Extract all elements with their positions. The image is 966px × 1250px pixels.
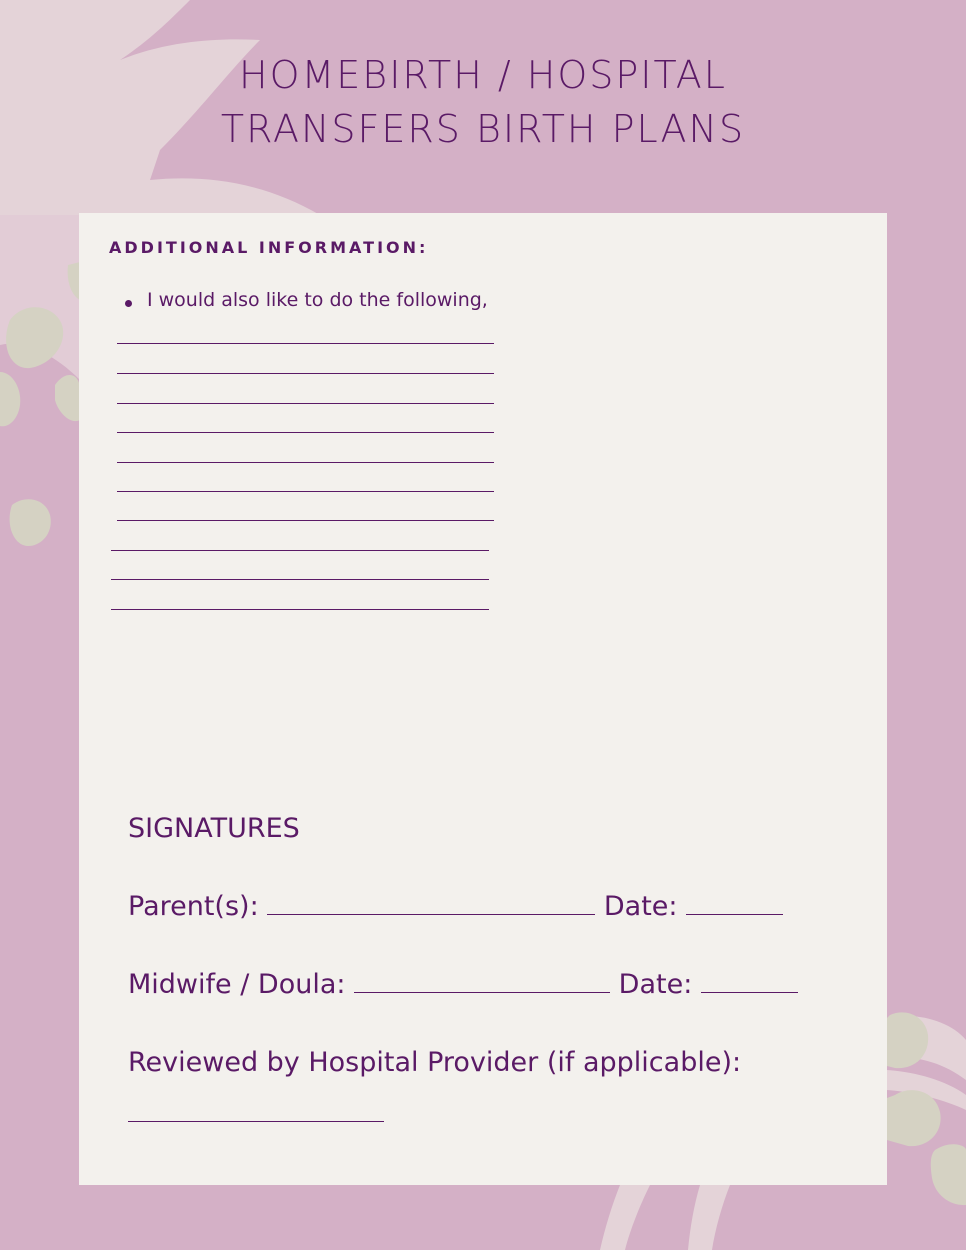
reviewed-row — [128, 1047, 741, 1078]
section-heading-additional-info: ADDITIONAL INFORMATION: — [109, 238, 429, 257]
dot-shape — [0, 372, 20, 426]
dot-shape — [10, 499, 51, 546]
date-label: Date: — [618, 969, 693, 1000]
write-in-line[interactable] — [117, 403, 494, 404]
parent-label: Parent(s): — [128, 891, 259, 922]
parent-signature-row — [128, 891, 783, 922]
write-in-line[interactable] — [117, 462, 494, 463]
midwife-label: Midwife / Doula: — [128, 969, 346, 1000]
midwife-date-field[interactable] — [701, 972, 798, 993]
list-item — [125, 289, 488, 311]
form-card — [79, 213, 887, 1185]
write-in-line[interactable] — [117, 491, 494, 492]
page-title — [0, 48, 966, 156]
dot-shape — [55, 375, 80, 421]
dot-shape — [931, 1144, 966, 1205]
parent-date-field[interactable] — [686, 894, 783, 915]
write-in-line[interactable] — [117, 373, 494, 374]
bullet-list — [125, 289, 488, 311]
reviewed-signature-field[interactable] — [128, 1101, 384, 1122]
leaf-stroke — [600, 1185, 650, 1250]
section-heading-signatures: SIGNATURES — [128, 813, 300, 844]
write-in-line[interactable] — [111, 609, 489, 610]
write-in-line[interactable] — [117, 343, 494, 344]
title-line-1: HOMEBIRTH / HOSPITAL — [239, 53, 727, 97]
title-line-2: TRANSFERS BIRTH PLANS — [220, 107, 746, 151]
bullet-text: I would also like to do the following, — [147, 289, 488, 311]
midwife-signature-row — [128, 969, 798, 1000]
reviewed-signature-row — [128, 1098, 384, 1129]
write-in-line[interactable] — [111, 550, 489, 551]
date-label: Date: — [603, 891, 678, 922]
midwife-signature-field[interactable] — [354, 972, 610, 993]
parent-signature-field[interactable] — [267, 894, 595, 915]
write-in-line[interactable] — [117, 432, 494, 433]
write-in-line[interactable] — [111, 579, 489, 580]
bullet-icon — [125, 300, 132, 307]
write-in-line[interactable] — [117, 520, 494, 521]
leaf-stroke — [688, 1185, 730, 1250]
reviewed-label: Reviewed by Hospital Provider (if applicable): — [128, 1047, 742, 1078]
dot-shape — [887, 1090, 941, 1146]
